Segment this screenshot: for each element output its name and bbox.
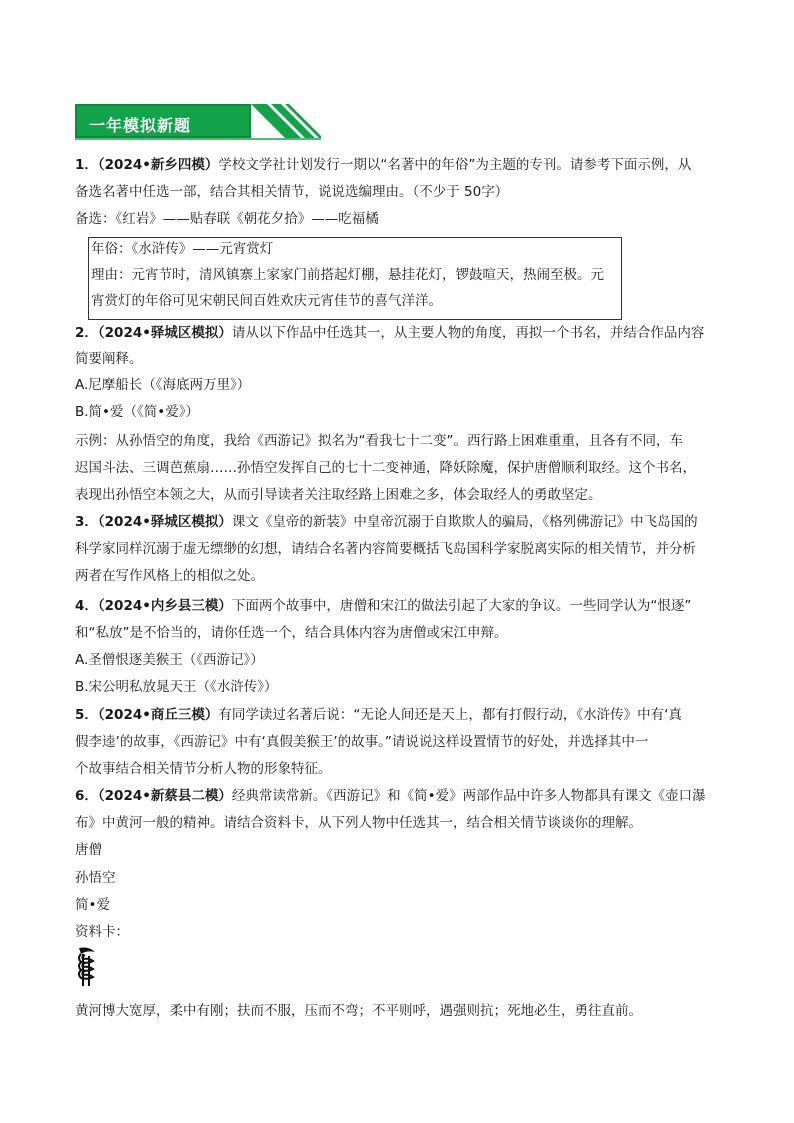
q1-example-line2: 理由：元宵节时，清风镇寨上家家门前搭起灯棚，悬挂花灯，锣鼓喧天，热闹至极。元	[91, 267, 604, 283]
q6-line1	[75, 787, 706, 805]
q1-number: 1．	[75, 157, 98, 173]
q5-source: （2024•商丘三模）	[97, 707, 219, 723]
q6-choice-1: 唐僧	[75, 842, 102, 858]
q4-option-a: A.圣僧恨逐美猴王（《西游记》）	[75, 652, 264, 668]
q3-line1	[75, 513, 698, 531]
q2-text-line2: 简要阐释。	[75, 351, 143, 367]
q3-text-line3: 两者在写作风格上的相似之处。	[75, 568, 264, 584]
q4-source: （2024•内乡县三模）	[97, 598, 232, 614]
q3-text-line1: 课文《皇帝的新装》中皇帝沉溺于自欺欺人的骗局，《格列佛游记》中飞岛国的	[231, 514, 698, 530]
q3-text-line2: 科学家同样沉溺于虚无缥缈的幻想，请结合名著内容简要概括飞岛国科学家脱离实际的相关情节，并分析	[75, 541, 696, 557]
q2-text-line1: 请从以下作品中任选其一，从主要人物的角度，再拟一个书名，并结合作品内容	[231, 325, 705, 341]
q1-example-line3: 宵赏灯的年俗可见宋朝民间百姓欢庆元宵佳节的喜气洋洋。	[91, 293, 442, 309]
q2-example-line1: 示例：从孙悟空的角度，我给《西游记》拟名为“看我七十二变”。西行路上困难重重，且各有不同，车	[75, 433, 683, 449]
q2-option-b: B.简•爱（《简•爱》）	[75, 404, 199, 420]
q4-line1	[75, 597, 691, 615]
q6-number: 6．	[75, 788, 98, 804]
q4-text-line2: 和“私放”是不恰当的，请你任选一个，结合具体内容为唐僧或宋江申辩。	[75, 625, 508, 641]
q5-line1	[75, 706, 682, 724]
q2-number: 2．	[75, 325, 98, 341]
q1-text-line2: 备选名著中任选一部，结合其相关情节，说说选编理由。（不少于 50字）	[75, 184, 509, 200]
q1-line1	[75, 156, 691, 174]
q4-option-b: B.宋公明私放晁天王（《水浒传》）	[75, 679, 278, 695]
river-swirl-icon	[75, 946, 103, 988]
section-banner	[75, 104, 321, 140]
q3-number: 3．	[75, 514, 98, 530]
q4-text-line1: 下面两个故事中，唐僧和宋江的做法引起了大家的争议。一些同学认为“恨逐”	[231, 598, 692, 614]
q1-text-line1: 学校文学社计划发行一期以“名著中的年俗”为主题的专刊。请参考下面示例，从	[218, 157, 692, 173]
q5-text-line1: 有同学读过名著后说：“无论人间还是天上，都有打假行动，《水浒传》中有‘真	[218, 707, 682, 723]
section-title: 一年模拟新题	[89, 116, 192, 135]
q3-source: （2024•驿城区模拟）	[97, 514, 232, 530]
q6-choice-2: 孙悟空	[75, 870, 116, 886]
q6-text-line2: 布》中黄河一般的精神。请结合资料卡，从下列人物中任选其一，结合相关情节谈谈你的理解。	[75, 815, 642, 831]
q6-card-label: 资料卡：	[75, 924, 129, 940]
q6-choice-3: 简•爱	[75, 897, 110, 913]
q5-text-line3: 个故事结合相关情节分析人物的形象特征。	[75, 761, 332, 777]
q4-number: 4．	[75, 598, 98, 614]
q2-source: （2024•驿城区模拟）	[97, 325, 232, 341]
banner-stripes-icon	[75, 104, 321, 140]
q6-card-text: 黄河博大宽厚，柔中有刚；扶而不服，压而不弯；不平则呼，遇强则抗；死地必生，勇往直前。	[75, 1003, 642, 1019]
q2-example-line3: 表现出孙悟空本领之大，从而引导读者关注取经路上困难之多，体会取经人的勇敢坚定。	[75, 487, 602, 503]
q1-example-line1: 年俗：《水浒传》——元宵赏灯	[91, 241, 274, 257]
q1-source: （2024•新乡四模）	[97, 157, 219, 173]
q5-text-line2: 假李逵’的故事，《西游记》中有‘真假美猴王’的故事。”请说说这样设置情节的好处，并选择其中一	[75, 734, 649, 750]
q1-options: 备选：《红岩》——贴春联《朝花夕拾》——吃福橘	[75, 211, 379, 227]
q2-option-a: A.尼摩船长（《海底两万里》）	[75, 377, 251, 393]
q6-text-line1: 经典常读常新。《西游记》和《简•爱》两部作品中许多人物都具有课文《壶口瀑	[231, 788, 706, 804]
q2-example-line2: 迟国斗法、三调芭蕉扇……孙悟空发挥自己的七十二变神通，降妖除魔，保护唐僧顺利取经。这个书名，	[75, 460, 696, 476]
q2-line1	[75, 324, 704, 342]
q5-number: 5．	[75, 707, 98, 723]
q6-source: （2024•新蔡县二模）	[97, 788, 232, 804]
